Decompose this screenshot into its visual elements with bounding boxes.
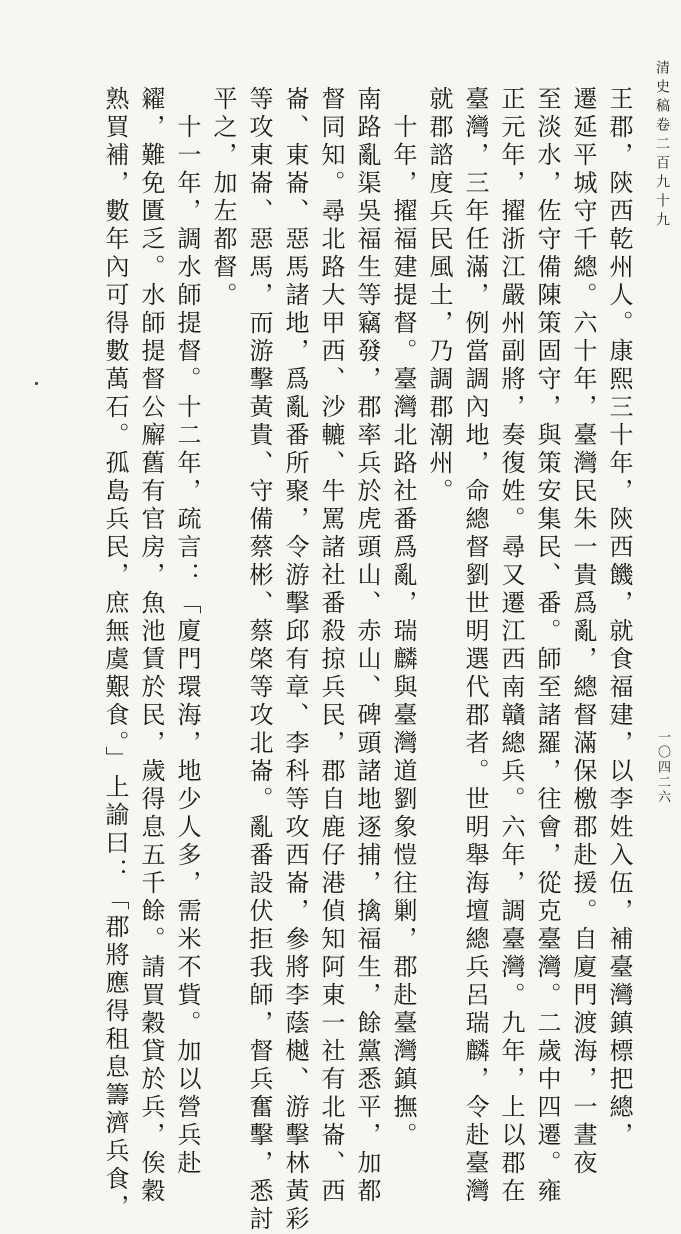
text-column: 就郡諮度兵民風土，乃調郡潮州。: [425, 86, 453, 506]
text-column: 熟買補，數年內可得數萬石。孤島兵民，庶無虞艱食。」上諭曰：「郡將應得租息籌濟兵食，: [101, 86, 129, 1222]
ink-speck: [35, 382, 38, 385]
text-column: 十年，擢福建提督。臺灣北路社番爲亂，瑞麟與臺灣道劉象愷往剿，郡赴臺灣鎮撫。: [389, 86, 417, 1150]
running-header: 清史稿卷二百九十九: [654, 60, 670, 231]
text-column: 糴，難免匱乏。水師提督公廨舊有官房，魚池賃於民，歲得息五千餘。請買穀貸於兵，俟穀: [137, 86, 165, 1206]
text-column: 臺灣，三年任滿，例當調內地，命總督劉世明選代郡者。世明舉海壇總兵呂瑞麟，令赴臺灣: [461, 86, 489, 1206]
text-column: 平之，加左都督。: [209, 86, 237, 310]
text-column: 督同知。尋北路大甲西、沙轆、牛罵諸社番殺掠兵民，郡自鹿仔港偵知阿東一社有北崙、西: [317, 86, 345, 1206]
text-column: 南路亂渠吳福生等竊發，郡率兵於虎頭山、赤山、碑頭諸地逐捕，擒福生，餘黨悉平，加都: [353, 86, 381, 1206]
text-column: 王郡，陝西乾州人。康熙三十年，陝西饑，就食福建，以李姓入伍，補臺灣鎮標把總，: [605, 86, 633, 1150]
page-number: 一〇四二六: [655, 730, 670, 805]
text-column: 遷延平城守千總。六十年，臺灣民朱一貴爲亂，總督滿保檄郡赴援。自廈門渡海，一晝夜: [569, 86, 597, 1178]
text-column: 崙、東崙、惡馬諸地，爲亂番所聚，令游擊邱有章、李科等攻西崙，參將李蔭樾、游擊林黃彩: [281, 86, 309, 1234]
text-column: 至淡水，佐守備陳策固守，與策安集民、番。師至諸羅，往會，從克臺灣。二歲中四遷。雍: [533, 86, 561, 1206]
text-column: 等攻東崙、惡馬，而游擊黃貴、守備蔡彬、蔡棨等攻北崙。亂番設伏拒我師，督兵奮擊，悉討: [245, 86, 273, 1234]
text-column: 正元年，擢浙江嚴州副將，奏復姓。尋又遷江西南贛總兵。六年，調臺灣。九年，上以郡在: [497, 86, 525, 1206]
text-column: 十一年，調水師提督。十二年，疏言：「廈門環海，地少人多，需米不貲。加以營兵赴: [173, 86, 201, 1178]
